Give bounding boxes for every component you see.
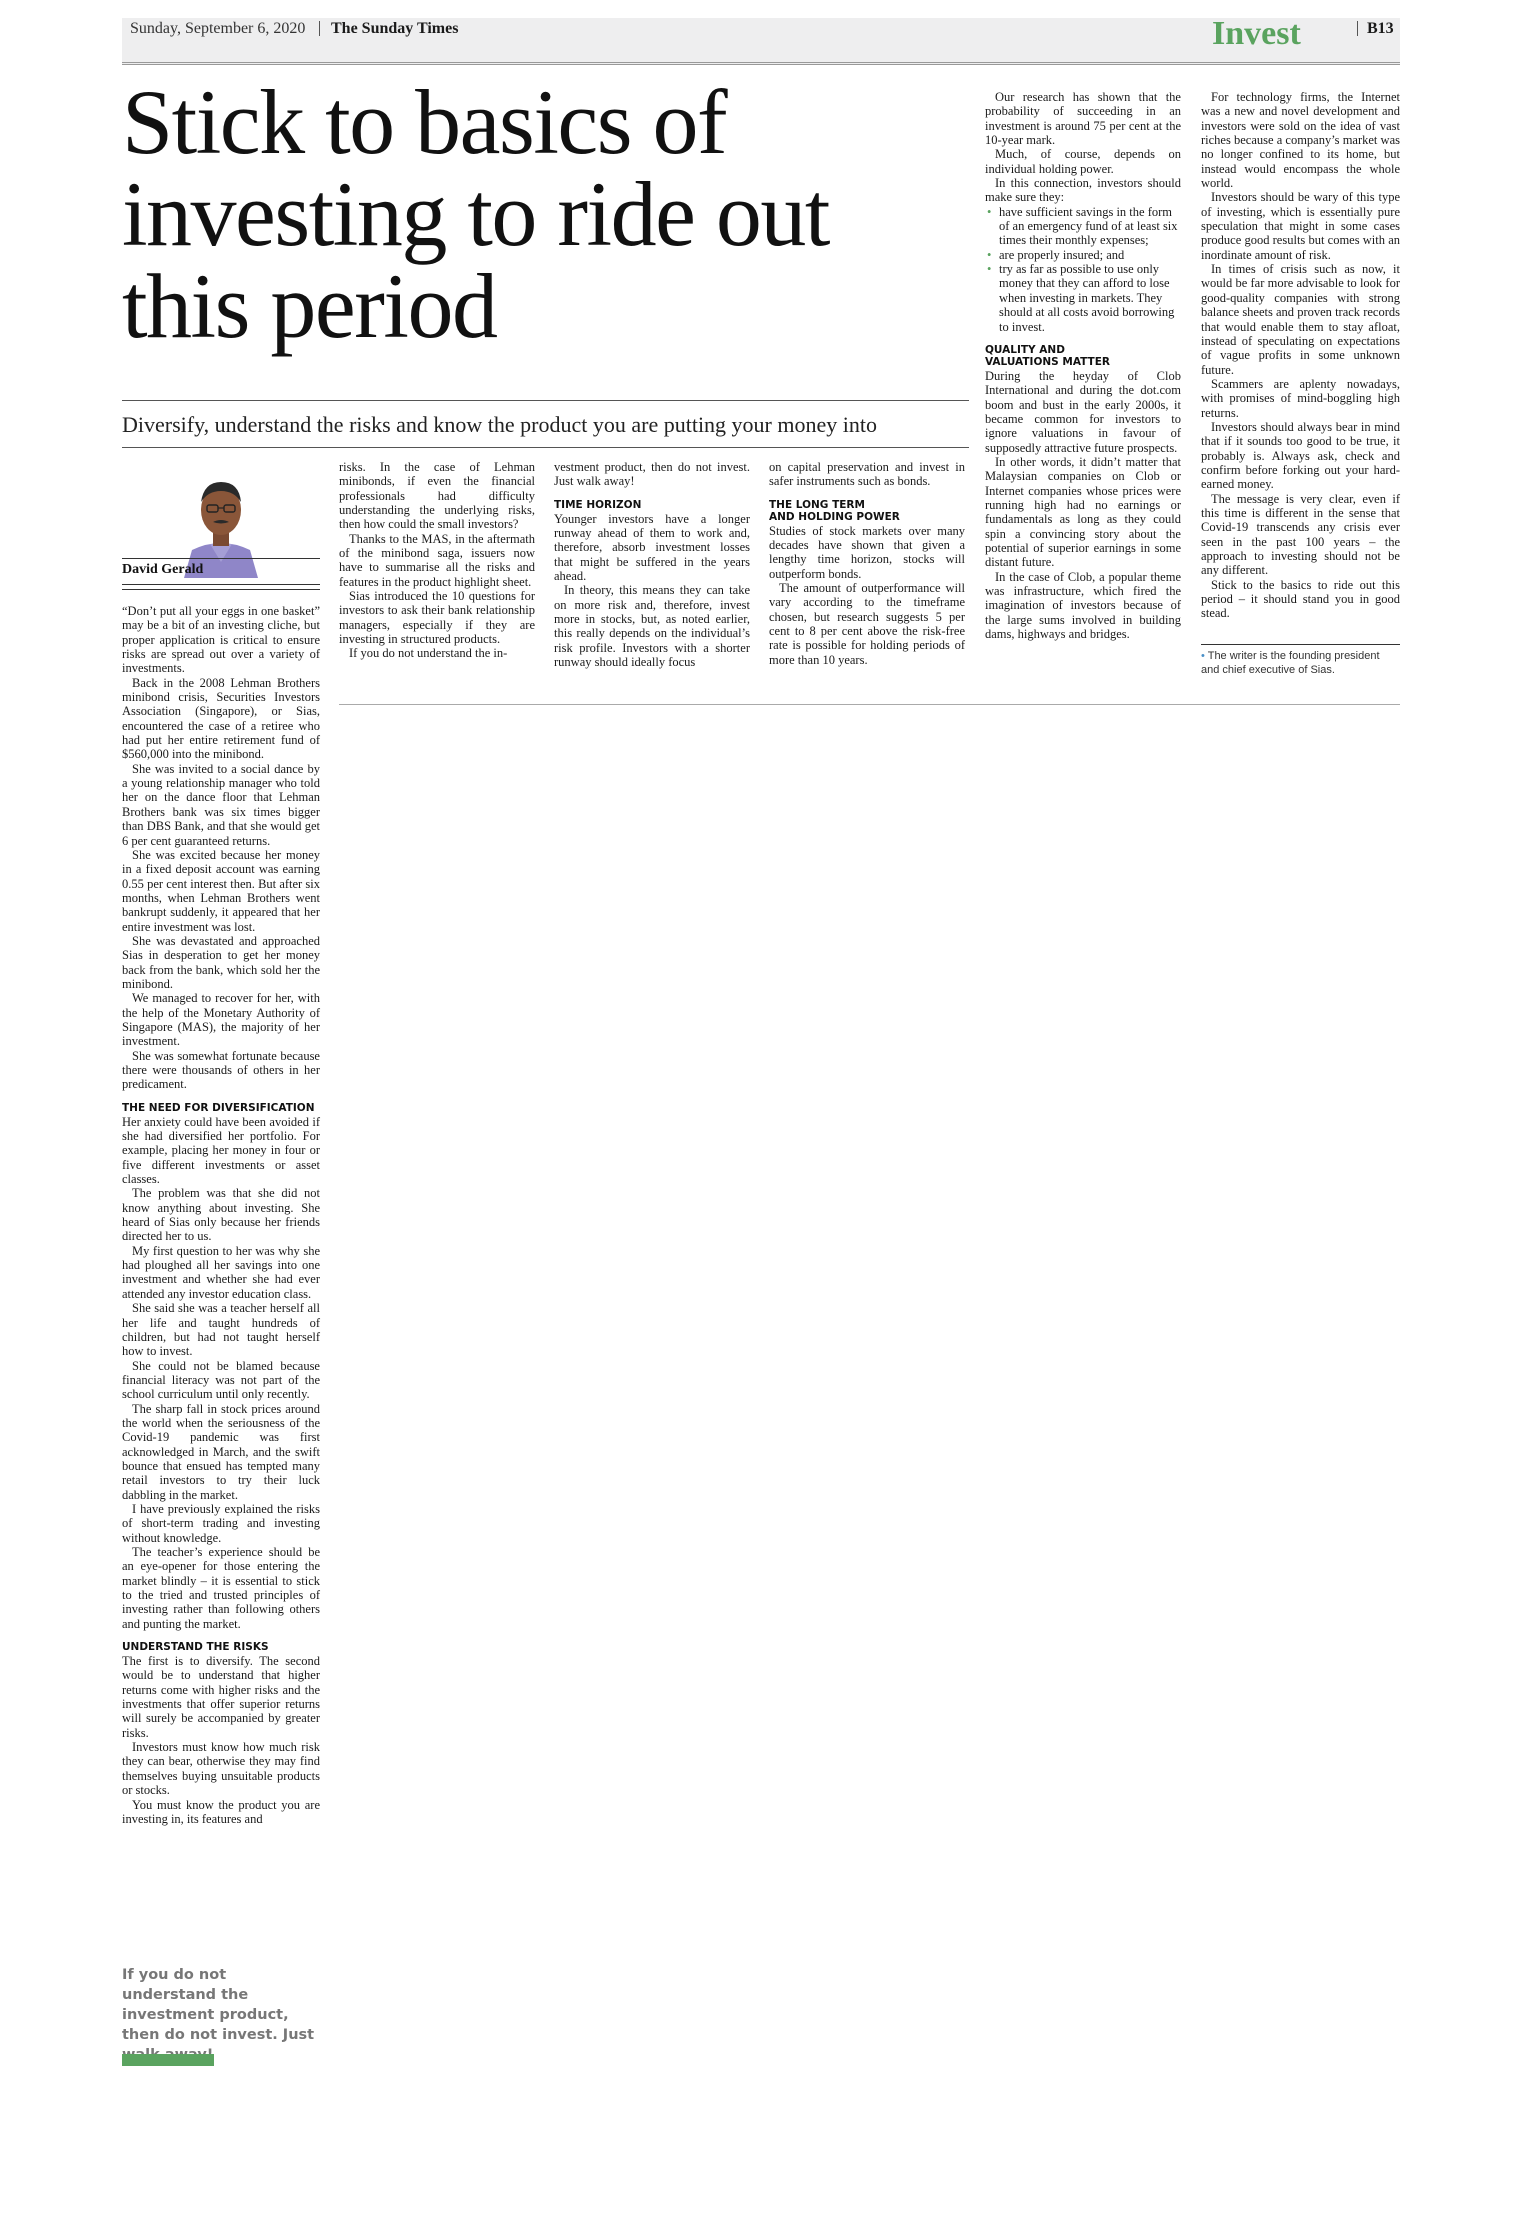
paragraph: Sias introduced the 10 questions for investors to ask their bank relationship managers, especially if they are investing in structured products. [339, 589, 535, 647]
subheading-line: AND HOLDING POWER [769, 510, 900, 523]
paragraph: She was devastated and approached Sias in desperation to get her money back from the bank, which sold her the minibond. [122, 933, 320, 991]
body-column-3 [554, 460, 750, 669]
bullet-icon: • [1201, 650, 1205, 662]
paragraph: Much, of course, depends on individual holding power. [985, 147, 1181, 176]
writer-note [1201, 649, 1400, 677]
paragraph: If you do not understand the in- [349, 646, 508, 661]
subheading [769, 499, 965, 523]
paragraph: She was invited to a social dance by a young relationship manager who told her on the dance floor that Lehman Brothers bank was six times bigger than DBS Bank, and that she would get 6 per cent guaranteed returns. [122, 761, 320, 848]
masthead-divider [1357, 21, 1358, 36]
paragraph: Investors should be wary of this type of investing, which is essentially pure speculation that might in some cases produce good results but comes with an inordinate amount of risk. [1201, 190, 1400, 262]
paragraph: on capital preservation and invest in safer instruments such as bonds. [769, 460, 965, 489]
paragraph: For technology firms, the Internet was a new and novel development and investors were sold on the idea of vast riches because a company’s market was no longer confined to its home, but instead would encompass the whole world. [1201, 90, 1400, 191]
paragraph: Scammers are aplenty nowadays, with promises of mind-boggling high returns. [1201, 376, 1400, 420]
paragraph: In times of crisis such as now, it would be far more advisable to look for good-quality companies with strong balance sheets and proven track records that would enable them to stay afloat, instead of speculating on expectations of vague profits in some unknown future. [1201, 262, 1400, 377]
paragraph: In this connection, investors should make sure they: [985, 176, 1181, 205]
paragraph: We managed to recover for her, with the help of the Monetary Authority of Singapore (MAS), the majority of her investment. [122, 991, 320, 1049]
standfirst: Diversify, understand the risks and know the product you are putting your money into [122, 412, 877, 437]
paragraph: She could not be blamed because financial literacy was not part of the school curriculum until only recently. [122, 1358, 320, 1402]
paragraph: risks. In the case of Lehman minibonds, if even the financial professionals had difficulty understanding the underlying risks, then how could the small investors? [339, 460, 535, 532]
paragraph: She was somewhat fortunate because there were thousands of others in her predicament. [122, 1048, 320, 1092]
paragraph: Younger investors have a longer runway ahead of them to work and, therefore, absorb investment losses that might be suffered in the years ahead. [554, 511, 750, 584]
paragraph: The amount of outperformance will vary according to the timeframe chosen, but research suggests 5 per cent to 8 per cent above the risk-free rate is possible for holding periods of more than 10 years. [769, 581, 965, 667]
body-column-4 [769, 460, 965, 667]
standfirst-rule [122, 400, 969, 401]
paragraph: I have previously explained the risks of short-term trading and investing without knowledge. [122, 1501, 320, 1545]
masthead [122, 15, 1400, 65]
subheading: UNDERSTAND THE RISKS [122, 1641, 269, 1654]
standfirst-rule [122, 447, 969, 448]
body-column-1 [122, 604, 320, 1826]
paragraph: During the heyday of Clob International and during the dot.com boom and bust in the early 2000s, it became common for investors to ignore valuations in favour of supposedly attractive future prospects. [985, 368, 1181, 455]
paragraph: In other words, it didn’t matter that Malaysian companies on Clob or Internet companies whose prices were running high had no earnings or fundamentals as long as they could spin a convincing story about the potential of superior earnings in some distant future. [985, 454, 1181, 570]
subheading: THE NEED FOR DIVERSIFICATION [122, 1101, 315, 1114]
paragraph: The message is very clear, even if this time is different in the sense that Covid-19 transcends any crisis ever seen in the past 100 years – the approach to investing should not be any different. [1201, 491, 1400, 578]
list-item: • are properly insured; and [999, 248, 1181, 262]
paragraph: “Don’t put all your eggs in one basket” may be a bit of an investing cliche, but proper application is critical to ensure risks are spread out over a variety of investments. [122, 604, 320, 676]
bullet-list [985, 205, 1181, 334]
paragraph: My first question to her was why she had ploughed all her savings into one investment and whether she had ever attended any investor education class. [122, 1243, 320, 1301]
paragraph: The first is to diversify. The second would be to understand that higher returns come with higher risks and the investments that offer superior returns will surely be accompanied by greater risks. [122, 1654, 320, 1740]
writer-note-text: The writer is the founding president and chief executive of Sias. [1201, 650, 1380, 676]
page-number: B13 [1367, 20, 1394, 37]
paragraph: She was excited because her money in a fixed deposit account was earning 0.55 per cent interest then. But after six months, when Lehman Brothers went bankrupt suddenly, it appeared that her entire investment was lost. [122, 847, 320, 934]
subheading-line: QUALITY AND [985, 343, 1065, 356]
body-column-5 [985, 90, 1181, 641]
issue-date: Sunday, September 6, 2020 [130, 20, 306, 37]
paragraph: Our research has shown that the probability of succeeding in an investment is around 75 per cent at the 10-year mark. [985, 90, 1181, 148]
masthead-divider [319, 21, 320, 36]
author-rule [122, 558, 320, 559]
list-item: • try as far as possible to use only money that they can afford to lose when investing in markets. They should at all costs avoid borrowing to invest. [999, 262, 1181, 334]
paragraph: You must know the product you are investing in, its features and [122, 1797, 320, 1826]
pull-quote-accent-bar [122, 2054, 214, 2066]
paragraph: Thanks to the MAS, in the aftermath of the minibond saga, issuers now have to summarise all the risks and features in the product highlight sheet. [339, 531, 535, 589]
paragraph: Studies of stock markets over many decades have shown that given a lengthy time horizon, stocks will outperform bonds. [769, 523, 965, 581]
pull-quote: If you do not understand the investment product, then do not invest. Just [122, 1967, 315, 2043]
column-divider-rule [339, 704, 1400, 705]
paragraph: vestment product, then do not invest. Just walk away! [554, 460, 750, 489]
author-rule [122, 584, 320, 590]
body-column-2 [339, 460, 535, 661]
paragraph: Investors must know how much risk they can bear, otherwise they may find themselves buying unsuitable products or stocks. [122, 1740, 320, 1798]
paragraph: Her anxiety could have been avoided if she had diversified her portfolio. For example, placing her money in four or five different investments or asset classes. [122, 1114, 320, 1187]
writer-note-rule [1201, 644, 1400, 645]
paragraph: The teacher’s experience should be an eye-opener for those entering the market blindly – it is essential to stick to the tried and trusted principles of investing rather than following others and punting the market. [122, 1545, 320, 1631]
newspaper-name: The Sunday Times [331, 20, 459, 37]
paragraph: She said she was a teacher herself all her life and taught hundreds of children, but had not taught herself how to invest. [122, 1301, 320, 1359]
paragraph: Back in the 2008 Lehman Brothers minibond crisis, Securities Investors Association (Singapore), or Sias, encountered the case of a retiree who had put her entire retirement fund of $560,000 into the minibond. [122, 675, 320, 762]
subheading: TIME HORIZON [554, 498, 642, 511]
paragraph: The sharp fall in stock prices around the world when the seriousness of the Covid-19 pandemic was first acknowledged in March, and the swift bounce that ensued has tempted many retail investors to try their luck dabbling in the market. [122, 1401, 320, 1502]
paragraph: The problem was that she did not know anything about investing. She heard of Sias only because her friends directed her to us. [122, 1186, 320, 1244]
paragraph: In the case of Clob, a popular theme was infrastructure, which fired the imagination of investors because of the large sums involved in building dams, highways and bridges. [985, 569, 1181, 642]
subheading [985, 344, 1181, 368]
subheading-line: VALUATIONS MATTER [985, 355, 1110, 368]
author-byline: David Gerald [122, 562, 204, 577]
list-item: • have sufficient savings in the form of an emergency fund of at least six times their monthly expenses; [999, 205, 1181, 248]
headline: Stick to basics of investing to ride out this period [122, 71, 829, 357]
subheading-line: THE LONG TERM [769, 498, 865, 511]
body-column-6 [1201, 90, 1400, 621]
paragraph: In theory, this means they can take on more risk and, therefore, invest more in stocks, but, as noted earlier, this really depends on the individual’s risk profile. Investors with a shorter runway should ideally focus [554, 583, 750, 670]
paragraph: Stick to the basics to ride out this period – it should stand you in good stead. [1201, 577, 1400, 621]
section-title: Invest [1212, 15, 1301, 52]
paragraph: Investors should always bear in mind that if it sounds too good to be true, it probably is. Always ask, check and confirm before forking out your hard-earned money. [1201, 419, 1400, 492]
